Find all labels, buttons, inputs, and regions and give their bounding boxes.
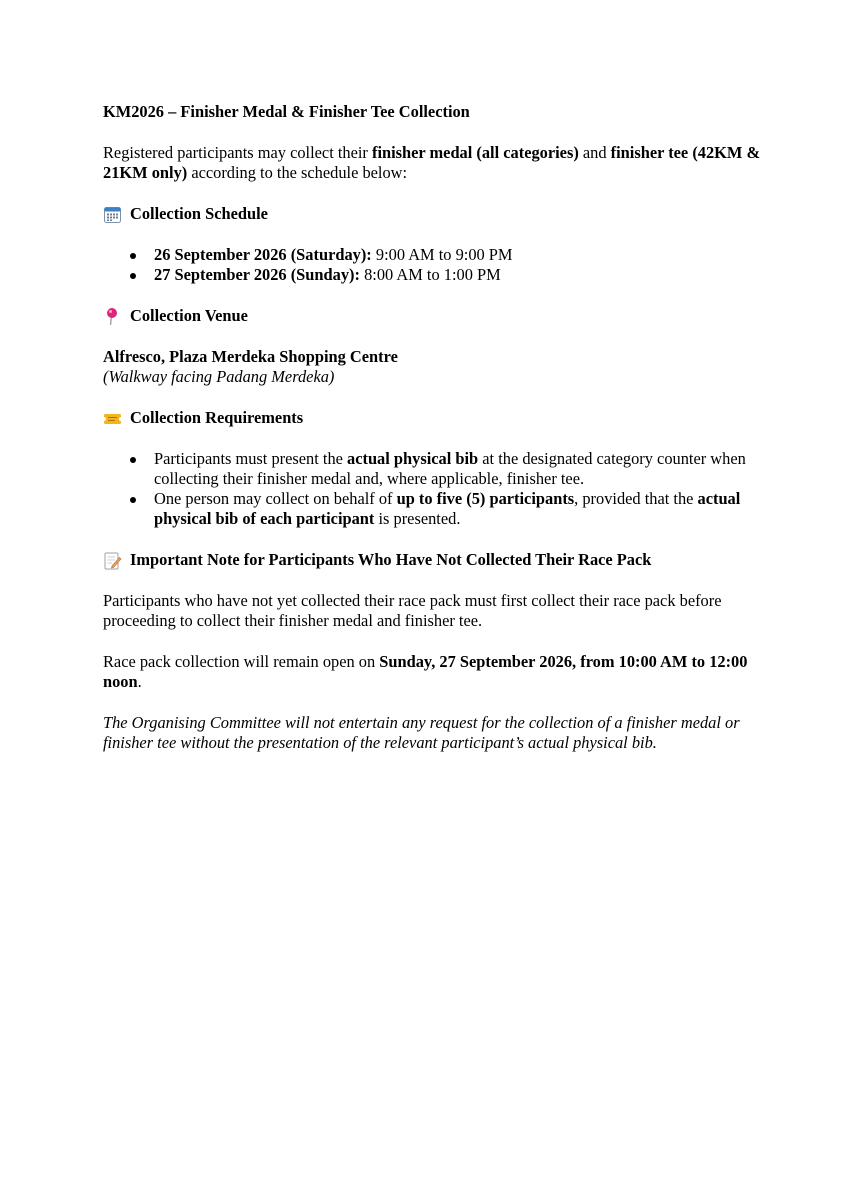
calendar-icon [103, 205, 122, 224]
note-paragraph-2: Race pack collection will remain open on Sunday, 27 September 2026, from 10:00 AM to 12:00 noon. [103, 652, 748, 691]
disclaimer: The Organising Committee will not entertain any request for the collection of a finisher medal or finisher tee without the presentation of the relevant participant’s actual physical bib. [103, 713, 740, 752]
venue-heading-text: Collection Venue [130, 306, 248, 325]
bullet-icon [130, 273, 136, 279]
schedule-list [103, 245, 763, 285]
note-paragraph-1: Participants who have not yet collected their race pack must first collect their race pack before proceeding to collect their finisher medal and finisher tee. [103, 591, 722, 630]
list-item: One person may collect on behalf of up to five (5) participants, provided that the actual physical bib of each participant is presented. [103, 489, 763, 529]
requirements-heading [103, 408, 763, 428]
bullet-icon [130, 457, 136, 463]
ticket-icon [103, 409, 122, 428]
venue-detail: (Walkway facing Padang Merdeka) [103, 367, 335, 386]
list-item: 27 September 2026 (Sunday): 8:00 AM to 1:00 PM [103, 265, 763, 285]
requirements-heading-text: Collection Requirements [130, 408, 304, 427]
venue-name: Alfresco, Plaza Merdeka Shopping Centre [103, 347, 398, 366]
note-heading-text: Important Note for Participants Who Have Not Collected Their Race Pack [130, 550, 652, 569]
requirements-list [103, 449, 763, 529]
memo-icon [103, 551, 122, 570]
note-heading [103, 550, 763, 570]
schedule-heading-text: Collection Schedule [130, 204, 268, 223]
venue-heading [103, 306, 763, 326]
schedule-heading [103, 204, 763, 224]
pushpin-icon [103, 307, 122, 326]
bullet-icon [130, 497, 136, 503]
list-item: Participants must present the actual physical bib at the designated category counter when collecting their finisher medal and, where applicable, finisher tee. [103, 449, 763, 489]
venue-block [103, 347, 763, 387]
document-page [103, 102, 763, 753]
document-title: KM2026 – Finisher Medal & Finisher Tee Collection [103, 102, 470, 121]
intro-paragraph: Registered participants may collect their finisher medal (all categories) and finisher tee (42KM & 21KM only) according to the schedule below: [103, 143, 761, 182]
bullet-icon [130, 253, 136, 259]
list-item: 26 September 2026 (Saturday): 9:00 AM to 9:00 PM [103, 245, 763, 265]
